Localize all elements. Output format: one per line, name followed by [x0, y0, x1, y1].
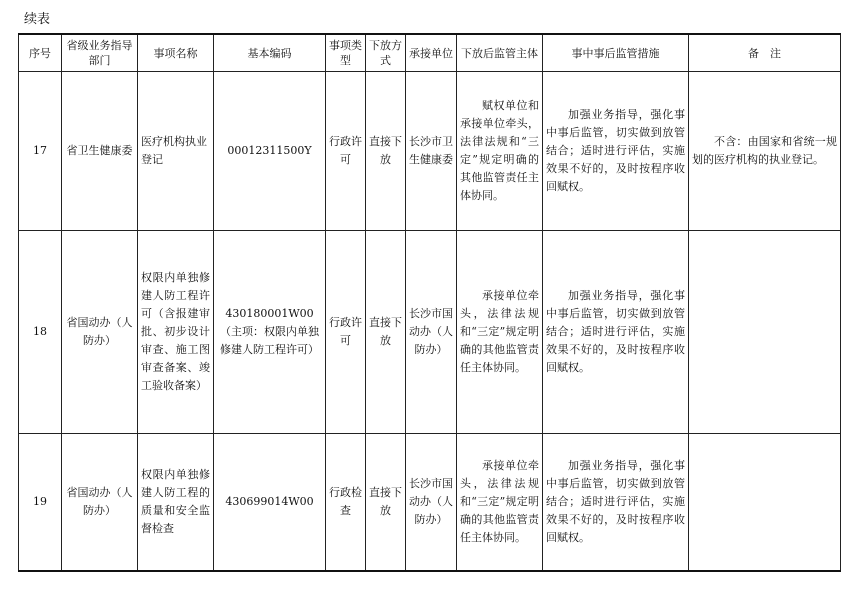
- cell-type: 行政许可: [326, 72, 366, 231]
- cell-index: 18: [19, 231, 62, 434]
- header-unit: 承接单位: [406, 34, 457, 72]
- cell-unit: 长沙市卫生健康委: [406, 72, 457, 231]
- header-dept: 省级业务指导部门: [62, 34, 138, 72]
- table-row: [19, 231, 841, 434]
- cell-remark: [689, 231, 841, 434]
- cell-measures-text: 加强业务指导，强化事中事后监管，切实做到放管结合；适时进行评估，实施效果不好的，及时按程序收回赋权。: [546, 289, 685, 374]
- cell-code: 430699014W00: [214, 434, 326, 572]
- header-row: [19, 34, 841, 72]
- cell-dept: 省卫生健康委: [62, 72, 138, 231]
- cell-remark: [689, 72, 841, 231]
- header-name: 事项名称: [138, 34, 214, 72]
- header-measures: 事中事后监管措施: [543, 34, 689, 72]
- cell-subject-text: 赋权单位和承接单位牵头，法律法规和“三定”规定明确的其他监管责任主体协同。: [460, 99, 539, 202]
- table-row: [19, 72, 841, 231]
- cell-remark: [689, 434, 841, 572]
- cell-measures: [543, 434, 689, 572]
- cell-method: 直接下放: [366, 72, 406, 231]
- header-type: 事项类型: [326, 34, 366, 72]
- cell-remark-text: 不含：由国家和省统一规划的医疗机构的执业登记。: [692, 135, 837, 166]
- header-index: 序号: [19, 34, 62, 72]
- cell-unit: 长沙市国动办（人防办）: [406, 231, 457, 434]
- cell-name: 权限内单独修建人防工程许可（含报建审批、初步设计审查、施工图审查备案、竣工验收备案）: [138, 231, 214, 434]
- cell-method: 直接下放: [366, 434, 406, 572]
- cell-index: 17: [19, 72, 62, 231]
- header-subject: 下放后监管主体: [457, 34, 543, 72]
- cell-subject: [457, 434, 543, 572]
- header-method: 下放方式: [366, 34, 406, 72]
- cell-name: 权限内单独修建人防工程的质量和安全监督检查: [138, 434, 214, 572]
- cell-index: 19: [19, 434, 62, 572]
- cell-method: 直接下放: [366, 231, 406, 434]
- cell-measures-text: 加强业务指导，强化事中事后监管，切实做到放管结合；适时进行评估，实施效果不好的，及时按程序收回赋权。: [546, 459, 685, 544]
- cell-type: 行政检查: [326, 434, 366, 572]
- header-code: 基本编码: [214, 34, 326, 72]
- cell-subject: [457, 72, 543, 231]
- table-row: [19, 434, 841, 572]
- cell-type: 行政许可: [326, 231, 366, 434]
- cell-unit: 长沙市国动办（人防办）: [406, 434, 457, 572]
- delegation-table: [18, 33, 841, 572]
- table-caption: 续表: [24, 12, 51, 27]
- header-remark: 备 注: [689, 34, 841, 72]
- cell-code: 430180001W00（主项：权限内单独修建人防工程许可）: [214, 231, 326, 434]
- cell-measures: [543, 231, 689, 434]
- cell-measures: [543, 72, 689, 231]
- cell-code: 00012311500Y: [214, 72, 326, 231]
- cell-subject-text: 承接单位牵头，法律法规和“三定”规定明确的其他监管责任主体协同。: [460, 289, 539, 374]
- cell-dept: 省国动办（人防办）: [62, 231, 138, 434]
- cell-subject: [457, 231, 543, 434]
- cell-dept: 省国动办（人防办）: [62, 434, 138, 572]
- cell-measures-text: 加强业务指导，强化事中事后监管，切实做到放管结合；适时进行评估，实施效果不好的，及时按程序收回赋权。: [546, 108, 685, 193]
- cell-name: 医疗机构执业登记: [138, 72, 214, 231]
- cell-subject-text: 承接单位牵头，法律法规和“三定”规定明确的其他监管责任主体协同。: [460, 459, 539, 544]
